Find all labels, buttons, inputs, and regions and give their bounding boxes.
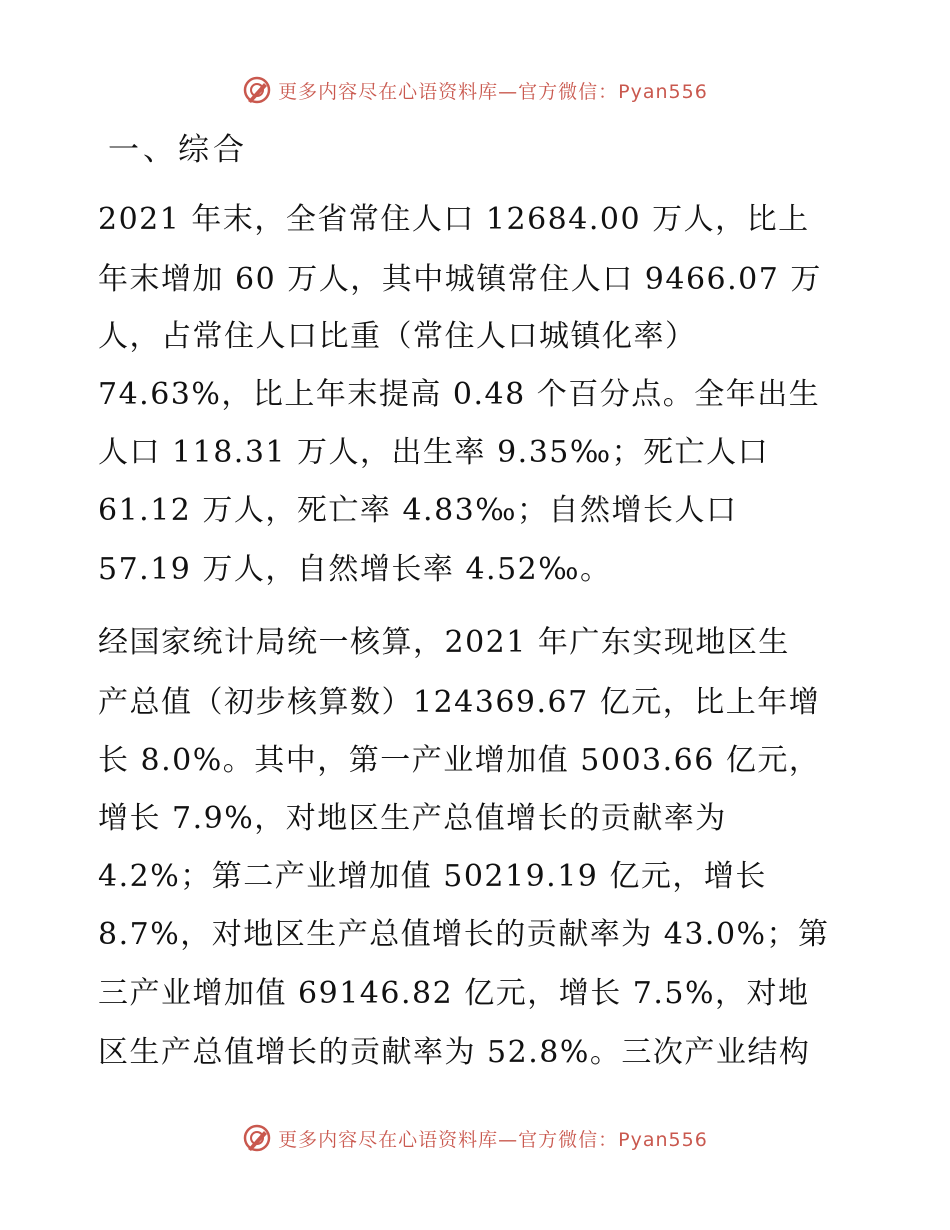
text-line: 年末增加 60 万人，其中城镇常住人口 9466.07 万 xyxy=(98,262,822,297)
footer-banner-text: 更多内容尽在心语资料库—官方微信：Pyan556 xyxy=(278,1128,708,1151)
text-line: 产总值（初步核算数）124369.67 亿元，比上年增 xyxy=(98,685,821,720)
text-line: 长 8.0%。其中，第一产业增加值 5003.66 亿元， xyxy=(98,743,821,778)
text-line: 经国家统计局统一核算，2021 年广东实现地区生 xyxy=(98,625,790,660)
text-line: 2021 年末，全省常住人口 12684.00 万人，比上 xyxy=(98,202,810,237)
text-line: 人，占常住人口比重（常住人口城镇化率） xyxy=(98,319,697,354)
text-line: 74.63%，比上年末提高 0.48 个百分点。全年出生 xyxy=(98,377,821,412)
footer-banner xyxy=(0,1118,950,1158)
pen-nib-icon xyxy=(242,1123,272,1153)
text-line: 8.7%，对地区生产总值增长的贡献率为 43.0%；第 xyxy=(98,917,830,952)
text-line: 区生产总值增长的贡献率为 52.8%。三次产业结构 xyxy=(98,1035,811,1070)
section-heading: 一、综合 xyxy=(108,132,248,168)
header-banner xyxy=(0,70,950,110)
text-line: 61.12 万人，死亡率 4.83‰；自然增长人口 xyxy=(98,493,738,528)
text-line: 人口 118.31 万人，出生率 9.35‰；死亡人口 xyxy=(98,435,770,470)
pen-nib-icon xyxy=(242,75,272,105)
text-line: 4.2%；第二产业增加值 50219.19 亿元，增长 xyxy=(98,859,767,894)
text-line: 三产业增加值 69146.82 亿元，增长 7.5%，对地 xyxy=(98,976,810,1011)
text-line: 增长 7.9%，对地区生产总值增长的贡献率为 xyxy=(98,801,727,836)
text-line: 57.19 万人，自然增长率 4.52‰。 xyxy=(98,552,612,587)
header-banner-text: 更多内容尽在心语资料库—官方微信：Pyan556 xyxy=(278,80,708,103)
